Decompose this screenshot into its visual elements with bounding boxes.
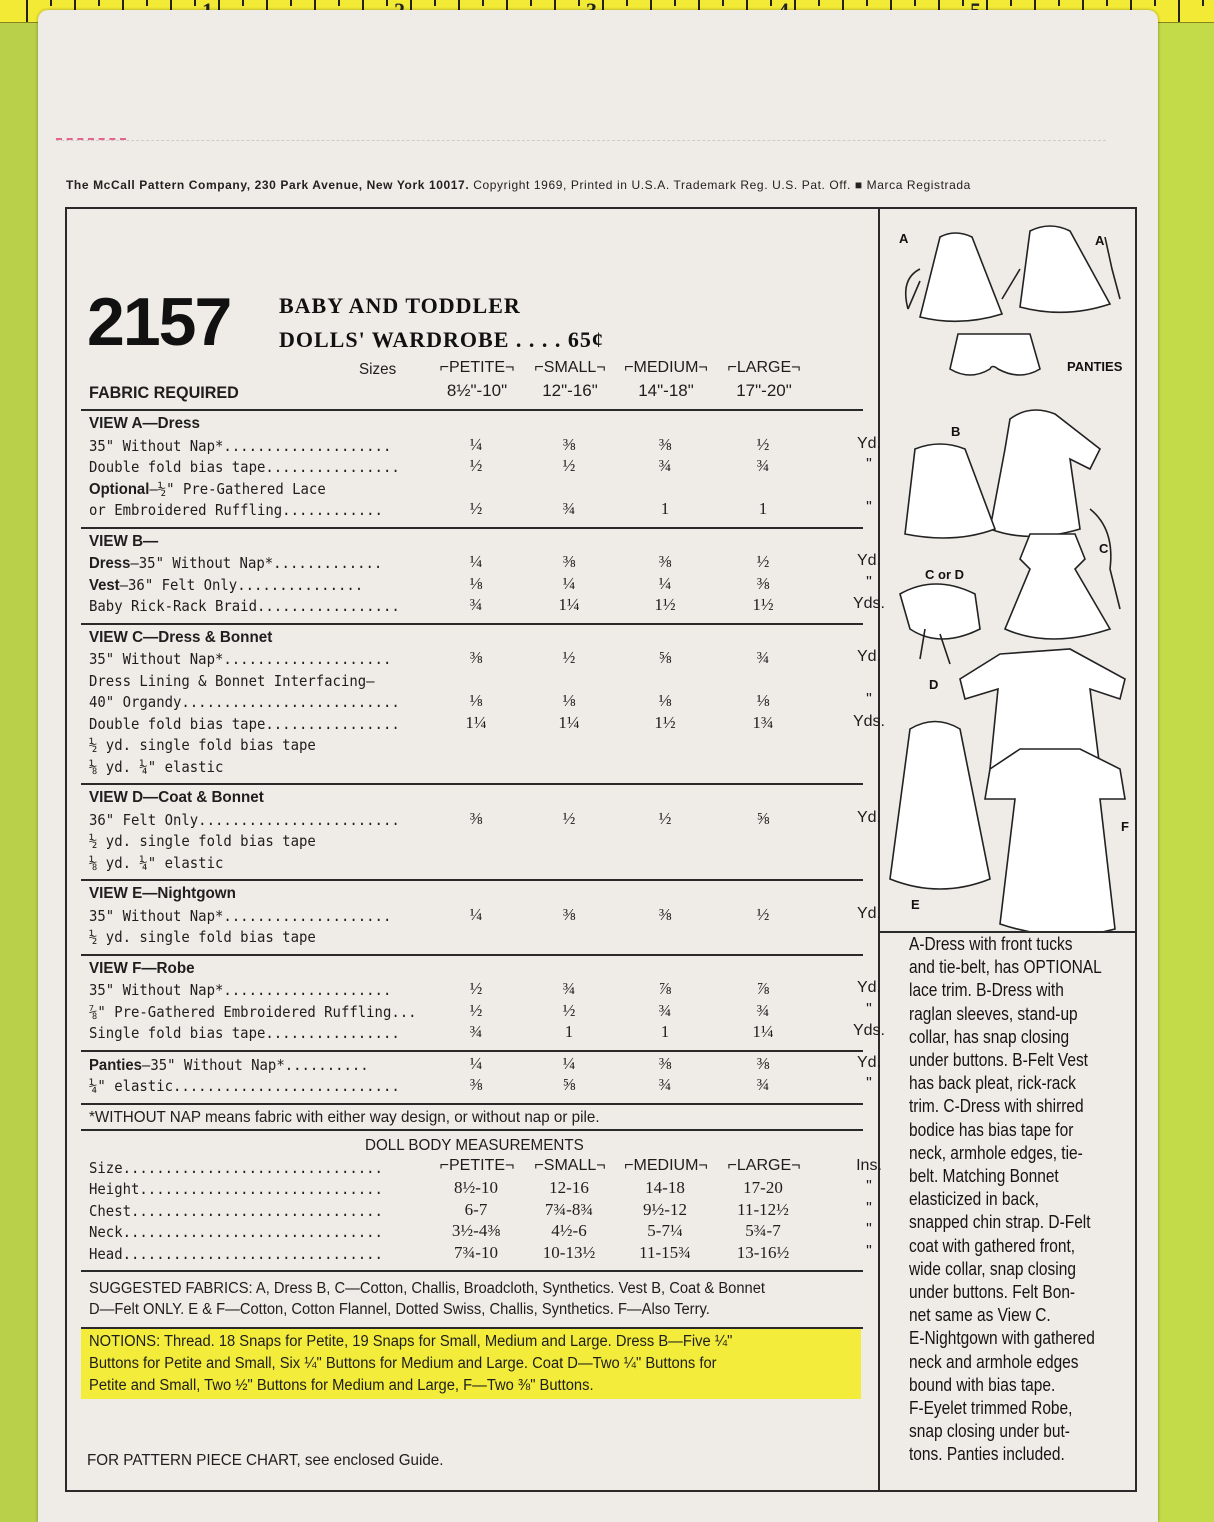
view-title: VIEW A—Dress [89, 415, 200, 432]
measure-value: 12-16 [549, 1178, 589, 1197]
measure-value: 3½-4⅜ [451, 1221, 501, 1240]
fabric-amount: ⅝ [756, 808, 770, 828]
fabric-amount: ⅜ [469, 1075, 483, 1094]
label-panties: PANTIES [1067, 359, 1123, 374]
label-d: D [929, 677, 939, 692]
measure-value: 13-16½ [736, 1242, 790, 1262]
fabric-amount: ½ [562, 648, 576, 667]
pattern-title: BABY AND TODDLER [279, 293, 521, 318]
label-f: F [1121, 819, 1129, 834]
ruler-tick [1010, 0, 1012, 6]
fabric-unit: Yd. [856, 808, 881, 826]
view-divider [81, 409, 863, 411]
fabric-amount: ½ [562, 456, 576, 475]
ruler-tick [1154, 0, 1156, 6]
measure-value: 5¾-7 [745, 1221, 781, 1240]
fabric-amount: ½ [469, 499, 483, 518]
fabric-amount: ⅛ [756, 691, 770, 710]
measure-value: 5-7¼ [647, 1221, 683, 1240]
fabric-row-label-bold: Optional [89, 480, 150, 498]
fabric-amount: 1¼ [465, 712, 487, 732]
view-divider [81, 1050, 863, 1052]
view-divider [81, 623, 863, 625]
fabric-unit: Yd. [856, 979, 881, 996]
fabric-amount: ¾ [756, 1000, 770, 1020]
ruler-tick [1106, 0, 1108, 6]
fabric-amount: ½ [756, 434, 770, 454]
fabric-row-label-text: ½ yd. single fold bias tape [89, 928, 316, 946]
section-divider [81, 1270, 863, 1272]
suggested-fabrics-line: D—Felt ONLY. E & F—Cotton, Cotton Flannel, Dotted Swiss, Challis, Synthetics. F—Also Terry. [89, 1301, 710, 1318]
fabric-amount: ⅜ [469, 808, 483, 828]
size-range: 17"-20" [736, 381, 792, 400]
pink-mark [56, 138, 126, 142]
fabric-row-label [89, 928, 316, 946]
fabric-row-label-bold: Dress [89, 555, 131, 572]
fabric-amount: 1½ [654, 712, 676, 732]
fabric-amount: ½ [469, 1000, 483, 1020]
measure-value: 11-15¾ [639, 1242, 691, 1262]
notions-line: Petite and Small, Two ½" Buttons for Medium and Large, F—Two ⅜" Buttons. [89, 1377, 594, 1394]
ruler-tick [50, 0, 52, 6]
measure-value: 6-7 [464, 1199, 488, 1219]
fabric-row-label-text: —35" Without Nap*.......... [141, 1055, 369, 1074]
fabric-amount: ½ [469, 456, 483, 475]
fabric-unit: Yds. [852, 712, 885, 730]
measure-value: 9½-12 [643, 1199, 687, 1219]
view-descriptions: A-Dress with front tucks and tie-belt, has OPTIONAL lace trim. B-Dress with raglan sleeves, stand-up collar, has snap closing under buttons. B-Felt Vest has back pleat, rick-rack trim. C-Dress with shirred bodice has bias tape for neck, armhole edges, tie- belt. Matching Bonnet elasticized in back, snapped chin strap. D-Felt coat with gathered front, wide collar, snap closing under buttons. Felt Bon- net same as View C. E-Nightgown with gathered neck and armhole edges bound with bias tape. F-Eyelet trimmed Robe, snap closing under but- tons. Panties included. [909, 934, 1102, 1465]
ruler-tick [98, 0, 100, 6]
pattern-number: 2157 [87, 284, 231, 360]
fabric-amount: ⅜ [756, 1053, 770, 1073]
robe-f [985, 749, 1125, 933]
fabric-amount: 1¼ [558, 595, 580, 614]
fabric-amount: ¾ [658, 456, 672, 475]
fabric-amount: ⅜ [658, 552, 672, 571]
dress-b [990, 410, 1100, 537]
company-name: The McCall Pattern Company, 230 Park Avenue, New York 10017. [66, 178, 470, 192]
ruler-tick [818, 0, 820, 6]
fabric-unit: " [866, 573, 872, 591]
fabric-amount: ⅛ [469, 691, 483, 710]
fabric-row-label [89, 1056, 369, 1075]
fabric-amount: ⅞ [756, 979, 770, 998]
fabric-unit: " [866, 456, 872, 473]
measure-row-label: Head............................... [89, 1244, 383, 1263]
fabric-amount: ¾ [756, 1075, 770, 1094]
fabric-amount: ¼ [562, 1053, 576, 1073]
measure-value: 7¾-8¾ [544, 1199, 594, 1219]
ruler-tick [482, 0, 484, 6]
ruler-tick [1130, 0, 1132, 10]
fabric-amount: ¾ [756, 648, 770, 667]
label-c-or-d: C or D [925, 567, 964, 582]
fabric-required-heading: FABRIC REQUIRED [89, 383, 239, 402]
pattern-info-table [65, 207, 1137, 1492]
ruler-tick [362, 0, 364, 10]
measure-size-name: ⌐SMALL¬ [534, 1156, 606, 1174]
fabric-amount: ¾ [562, 499, 576, 518]
size-range: 14"-18" [638, 381, 694, 400]
fabric-amount: ⅜ [658, 434, 672, 454]
notions-line: NOTIONS: Thread. 18 Snaps for Petite, 19 Snaps for Small, Medium and Large. Dress B—Five ¼" [89, 1333, 733, 1350]
label-b: B [951, 424, 961, 439]
fabric-row-label-text: 36" Felt Only........................ [89, 810, 400, 829]
fabric-unit: " [866, 691, 872, 708]
fabric-row-label [89, 1077, 400, 1095]
view-title: VIEW F—Robe [89, 959, 195, 977]
size-row-label: Size............................... [89, 1158, 383, 1177]
fabric-amount: ⅜ [658, 904, 672, 924]
dress-c [1005, 534, 1110, 639]
measure-value: 8½-10 [454, 1178, 498, 1197]
ruler-tick [578, 0, 580, 6]
fabric-amount: ⅜ [562, 904, 576, 924]
measure-row-label: Height............................. [89, 1180, 383, 1198]
fabric-row-label-text: 35" Without Nap*.................... [89, 906, 392, 925]
fabric-row-label [89, 672, 375, 690]
ruler-tick [722, 0, 724, 6]
measure-unit: " [866, 1221, 872, 1238]
fabric-amount: ⅛ [658, 691, 672, 710]
ruler-tick [1178, 0, 1180, 22]
fabric-row-label-text: Single fold bias tape................ [89, 1024, 400, 1042]
fabric-row-label-text: ½ yd. single fold bias tape [89, 736, 316, 754]
fabric-amount: 1 [660, 499, 670, 518]
fabric-amount: 1½ [654, 595, 676, 614]
fabric-row-label [89, 832, 316, 850]
ruler-tick [938, 0, 940, 10]
view-divider [81, 527, 863, 529]
fabric-row-label [89, 736, 316, 754]
fabric-amount: ½ [756, 552, 770, 571]
ruler-tick [266, 0, 268, 10]
copyright-text: Copyright 1969, Printed in U.S.A. Trademark Reg. U.S. Pat. Off. ■ Marca Registrada [473, 178, 971, 192]
fabric-row-label-text: 35" Without Nap*.................... [89, 650, 392, 668]
measure-size-name: ⌐PETITE¬ [439, 1156, 515, 1174]
size-range: 8½"-10" [446, 381, 508, 400]
section-divider [81, 1129, 863, 1131]
measure-unit: " [866, 1199, 872, 1217]
fabric-amount: ⅜ [756, 573, 770, 593]
fabric-row-label-text: ¼" elastic........................... [89, 1077, 400, 1095]
vest-b [905, 444, 995, 538]
view-divider [81, 1103, 863, 1105]
nap-note: *WITHOUT NAP means fabric with either way design, or without nap or pile. [89, 1108, 600, 1126]
fabric-unit: " [866, 1000, 872, 1018]
fabric-amount: ½ [562, 1000, 576, 1020]
ruler-tick [770, 0, 772, 6]
fabric-row-label [89, 693, 400, 711]
fabric-row-label-bold: Vest [89, 576, 120, 594]
measure-value: 17-20 [743, 1178, 783, 1197]
view-title: VIEW E—Nightgown [89, 885, 236, 902]
fabric-row-label [89, 811, 400, 829]
fabric-amount: ¼ [469, 1053, 483, 1073]
fabric-amount: ⅜ [562, 552, 576, 571]
fabric-amount: ⅜ [658, 1053, 672, 1073]
fabric-row-label [89, 501, 383, 519]
ruler-tick [674, 0, 676, 6]
measure-size-name: ⌐LARGE¬ [727, 1156, 801, 1174]
fabric-row-label-bold: Panties [89, 1056, 142, 1074]
section-divider [81, 1327, 863, 1329]
fabric-amount: 1¾ [752, 712, 774, 732]
measure-unit: " [866, 1178, 872, 1195]
pattern-subtitle: DOLLS' WARDROBE . . . . 65¢ [279, 327, 604, 352]
fabric-amount: ¾ [658, 1000, 672, 1020]
measure-value: 7¾-10 [454, 1242, 498, 1262]
label-a-back: A [1095, 233, 1105, 248]
measure-unit-header: Ins. [856, 1156, 882, 1174]
fabric-amount: ¼ [562, 573, 576, 593]
fabric-unit: " [866, 1075, 872, 1092]
fabric-row-label-text: 40" Organdy.......................... [89, 693, 400, 711]
ruler-tick [842, 0, 844, 10]
fabric-amount: ½ [469, 979, 483, 998]
fabric-amount: 1 [564, 1022, 574, 1041]
fabric-unit: Yd. [856, 434, 881, 452]
fabric-amount: ⅛ [562, 691, 576, 710]
ruler-tick [1202, 0, 1204, 6]
ruler-tick [650, 0, 652, 10]
size-name: ⌐PETITE¬ [439, 359, 515, 376]
fabric-row-label [89, 458, 400, 476]
fabric-row-label [89, 650, 391, 668]
fabric-row-label-text: 35" Without Nap*.................... [89, 981, 392, 999]
fabric-amount: ⅜ [562, 434, 576, 454]
size-range: 12"-16" [542, 381, 598, 400]
size-name: ⌐LARGE¬ [727, 359, 801, 376]
ruler-tick [962, 0, 964, 6]
ruler-tick [1058, 0, 1060, 6]
measure-row-label: Neck............................... [89, 1223, 383, 1241]
body-measurements-title: DOLL BODY MEASUREMENTS [365, 1136, 584, 1154]
fabric-amount: 1½ [752, 595, 774, 614]
fabric-amount: ¾ [562, 979, 576, 998]
company-line [66, 178, 971, 192]
measure-value: 11-12½ [737, 1199, 789, 1219]
ruler-tick [242, 0, 244, 6]
nightgown-e [890, 722, 990, 890]
bonnet [900, 584, 980, 639]
fabric-row-label [89, 1003, 417, 1021]
size-name: ⌐MEDIUM¬ [624, 359, 708, 376]
view-divider [81, 783, 863, 785]
fabric-row-label-text: ⅛ yd. ¼" elastic [89, 853, 224, 872]
fabric-row-label [89, 907, 391, 925]
fabric-row-label [89, 597, 400, 615]
label-e: E [911, 897, 920, 912]
fabric-amount: ¼ [469, 552, 483, 571]
ruler-tick [866, 0, 868, 6]
view-title: VIEW C—Dress & Bonnet [89, 628, 273, 646]
fabric-row-label-text: Double fold bias tape................ [89, 458, 400, 476]
sizes-label: Sizes [359, 361, 397, 378]
view-divider [81, 879, 863, 881]
fabric-amount: 1 [758, 499, 768, 518]
measure-value: 4½-6 [551, 1221, 587, 1240]
ruler-tick [1034, 0, 1036, 10]
fabric-amount: ¾ [756, 456, 770, 475]
fabric-amount: ⅛ [469, 573, 483, 593]
fabric-amount: ¼ [658, 573, 672, 593]
fabric-amount: 1 [660, 1022, 670, 1041]
ruler-tick [458, 0, 460, 10]
fabric-row-label [89, 854, 223, 872]
fabric-unit: Yd. [856, 904, 881, 922]
fabric-row-label-text: Dress Lining & Bonnet Interfacing— [89, 671, 375, 690]
dress-a-front [920, 233, 1002, 321]
measure-size-name: ⌐MEDIUM¬ [624, 1156, 708, 1174]
label-c: C [1099, 541, 1109, 556]
fabric-amount: ⅝ [658, 648, 672, 667]
fabric-unit: Yd. [856, 552, 881, 569]
fabric-row-label [89, 437, 391, 455]
fabric-unit: Yds. [852, 1022, 885, 1039]
fabric-unit: " [866, 499, 872, 516]
fabric-row-label [89, 576, 363, 595]
ruler-tick [386, 0, 388, 6]
fabric-amount: ½ [756, 904, 770, 924]
fabric-row-label [89, 480, 326, 499]
views-illustration [880, 209, 1135, 933]
measure-row-label: Chest.............................. [89, 1201, 383, 1220]
fabric-row-label [89, 554, 382, 573]
view-divider [81, 954, 863, 956]
fabric-amount: ¾ [469, 1022, 483, 1041]
panties-sketch [950, 334, 1040, 375]
pattern-chart-note: FOR PATTERN PIECE CHART, see enclosed Guide. [87, 1452, 444, 1469]
fabric-row-label-text: Baby Rick-Rack Braid................. [89, 597, 400, 615]
ruler-tick [434, 0, 436, 6]
fabric-amount: ⅞ [658, 979, 672, 998]
fabric-row-label-text: Double fold bias tape................ [89, 714, 400, 733]
ruler-tick [554, 0, 556, 10]
ruler-tick [290, 0, 292, 6]
ruler-tick [338, 0, 340, 6]
ruler-tick [26, 0, 28, 22]
fabric-unit: Yd. [856, 1053, 881, 1071]
view-title: VIEW D—Coat & Bonnet [89, 789, 264, 806]
measure-unit: " [866, 1242, 872, 1260]
fabric-row-label-text: 35" Without Nap*.................... [89, 436, 392, 455]
ruler-tick [74, 0, 76, 10]
flap-fold-line [56, 140, 1106, 142]
fabric-amount: ⅝ [562, 1075, 576, 1094]
fabric-row-label-text: —36" Felt Only............... [119, 575, 364, 594]
fabric-amount: ¾ [469, 595, 483, 614]
label-a-front: A [899, 231, 909, 246]
ruler-tick [626, 0, 628, 6]
fabric-unit: Yd. [856, 648, 881, 665]
fabric-row-label [89, 758, 223, 776]
ruler-tick [746, 0, 748, 10]
fabric-unit: Yds. [852, 595, 885, 612]
fabric-amount: ½ [562, 808, 576, 828]
fabric-row-label [89, 1024, 400, 1042]
fabric-amount: 1¼ [752, 1022, 774, 1041]
fabric-amount: ⅜ [469, 648, 483, 667]
fabric-row-label-text: —½" Pre-Gathered Lace [149, 479, 326, 498]
fabric-amount: ¼ [469, 904, 483, 924]
size-name: ⌐SMALL¬ [534, 359, 606, 376]
fabric-row-label [89, 981, 391, 999]
fabric-amount: ¾ [658, 1075, 672, 1094]
notions-line: Buttons for Petite and Small, Six ¼" Buttons for Medium and Large. Coat D—Two ¼" Buttons for [89, 1355, 717, 1372]
measure-value: 14-18 [645, 1178, 685, 1197]
ruler-tick [530, 0, 532, 6]
measure-value: 10-13½ [542, 1242, 596, 1262]
pattern-envelope [38, 10, 1158, 1522]
ruler-tick [914, 0, 916, 6]
ruler-tick [170, 0, 172, 10]
fabric-row-label-text: ½ yd. single fold bias tape [89, 832, 316, 850]
fabric-row-label-text: or Embroidered Ruffling............ [89, 501, 383, 519]
fabric-amount: ½ [658, 808, 672, 828]
ruler-tick [194, 0, 196, 6]
fabric-amount: 1¼ [558, 712, 580, 732]
view-title: VIEW B— [89, 532, 159, 550]
fabric-amount: ¼ [469, 434, 483, 454]
fabric-row-label-text: —35" Without Nap*............. [130, 554, 383, 572]
fabric-row-label-text: ⅛ yd. ¼" elastic [89, 757, 224, 776]
suggested-fabrics-line: SUGGESTED FABRICS: A, Dress B, C—Cotton, Challis, Broadcloth, Synthetics. Vest B, Coat & Bonnet [89, 1280, 765, 1297]
fabric-row-label-text: ⅞" Pre-Gathered Embroidered Ruffling... [89, 1002, 417, 1021]
ruler-tick [146, 0, 148, 6]
fabric-row-label [89, 715, 400, 733]
